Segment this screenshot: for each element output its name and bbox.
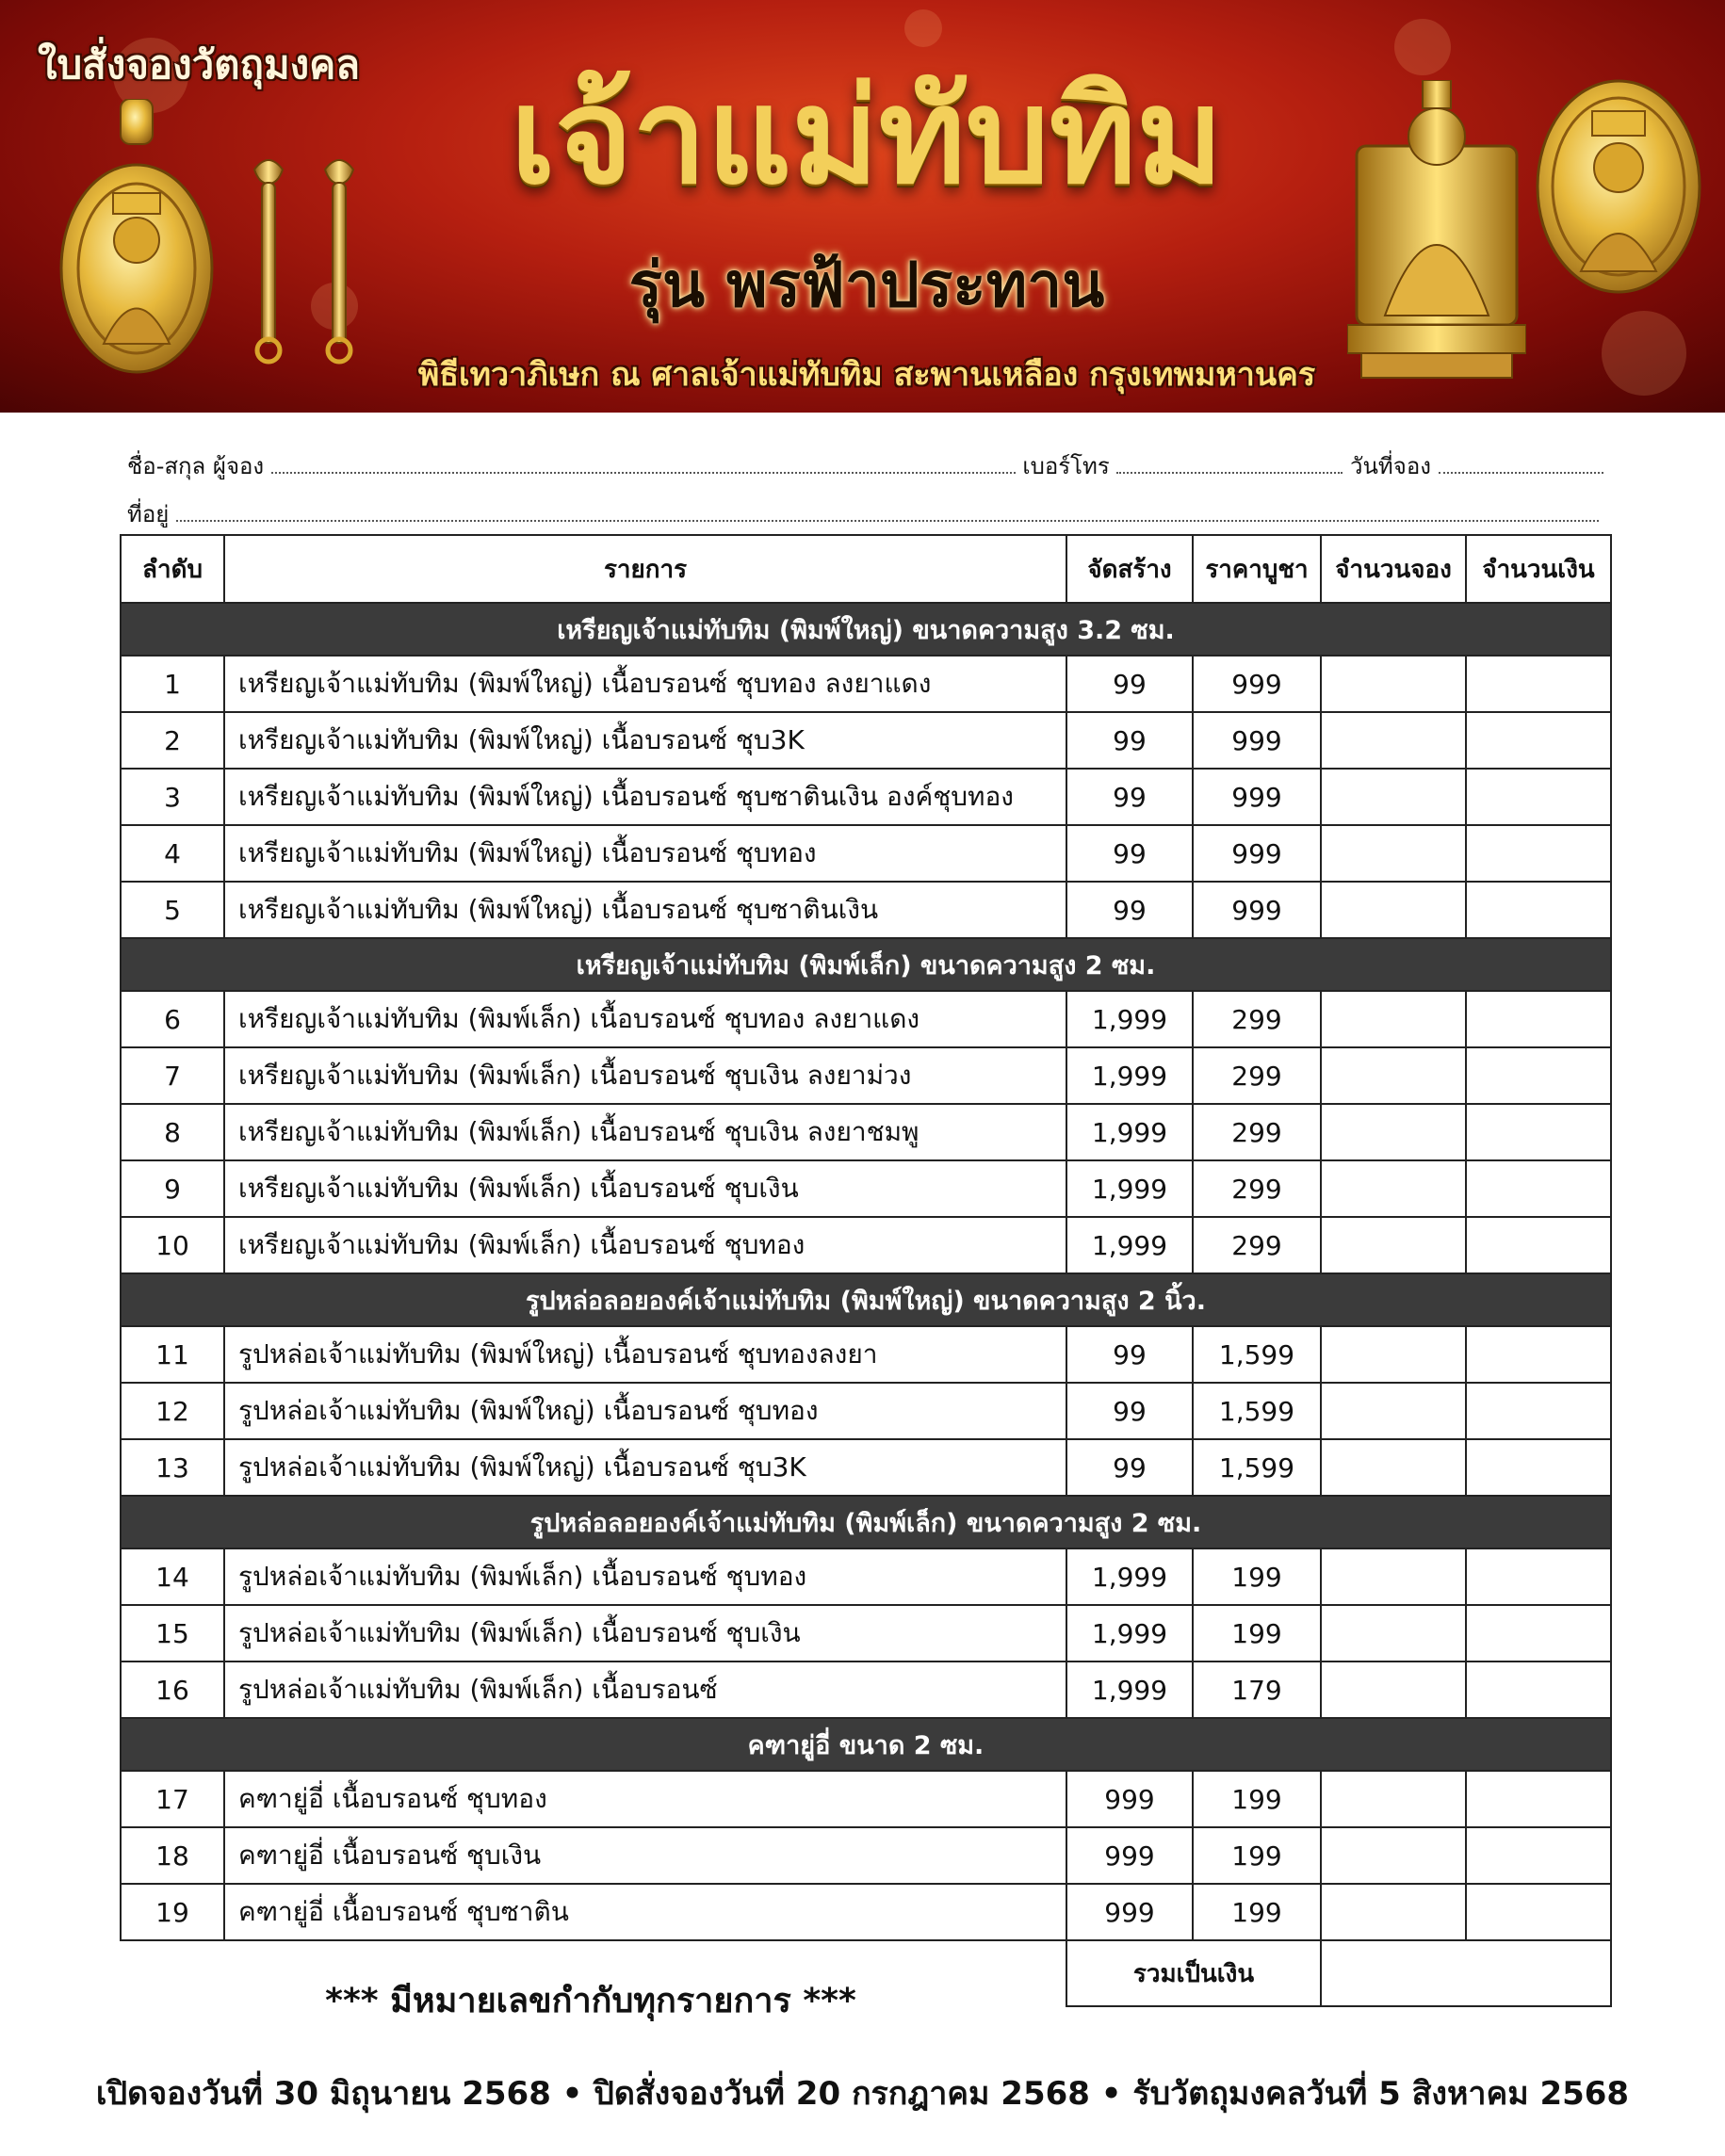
- total-label: รวมเป็นเงิน: [1066, 1940, 1321, 2006]
- item-made: 99: [1066, 1326, 1193, 1383]
- amount-cell[interactable]: [1466, 1771, 1611, 1827]
- table-row: [121, 991, 1611, 1047]
- item-made: 99: [1066, 1439, 1193, 1496]
- order-table: [120, 534, 1612, 2007]
- qty-cell[interactable]: [1321, 1439, 1466, 1496]
- qty-cell[interactable]: [1321, 1827, 1466, 1884]
- qty-cell[interactable]: [1321, 991, 1466, 1047]
- item-no: 6: [121, 991, 224, 1047]
- item-no: 17: [121, 1771, 224, 1827]
- item-price: 999: [1193, 825, 1321, 882]
- amount-cell[interactable]: [1466, 769, 1611, 825]
- section-header-row: [121, 1496, 1611, 1548]
- item-no: 14: [121, 1548, 224, 1605]
- amount-cell[interactable]: [1466, 1160, 1611, 1217]
- item-price: 299: [1193, 1104, 1321, 1160]
- section-header-row: [121, 603, 1611, 656]
- amount-cell[interactable]: [1466, 656, 1611, 712]
- total-amount-cell[interactable]: [1321, 1940, 1611, 2006]
- section-header-row: [121, 1718, 1611, 1771]
- item-made: 1,999: [1066, 1104, 1193, 1160]
- amount-cell[interactable]: [1466, 1605, 1611, 1662]
- item-made: 999: [1066, 1884, 1193, 1940]
- numbering-note: *** มีหมายเลขกำกับทุกรายการ ***: [325, 1982, 856, 2020]
- item-price: 999: [1193, 656, 1321, 712]
- item-name: คฑายู่อี่ เนื้อบรอนซ์ ชุบเงิน: [224, 1827, 1066, 1884]
- order-form-label: ใบสั่งจองวัตถุมงคล: [38, 41, 360, 88]
- item-no: 11: [121, 1326, 224, 1383]
- address-line: [127, 495, 1599, 532]
- item-no: 7: [121, 1047, 224, 1104]
- section-header-row: [121, 1273, 1611, 1326]
- item-made: 1,999: [1066, 1662, 1193, 1718]
- statue-image: [1347, 80, 1526, 381]
- large-medal-image: [57, 99, 217, 381]
- table-row: [121, 1548, 1611, 1605]
- item-made: 99: [1066, 769, 1193, 825]
- ruyi-scepter-image: [236, 151, 377, 367]
- table-row: [121, 1439, 1611, 1496]
- item-no: 5: [121, 882, 224, 938]
- amount-cell[interactable]: [1466, 1047, 1611, 1104]
- item-price: 199: [1193, 1771, 1321, 1827]
- item-price: 999: [1193, 882, 1321, 938]
- round-medal-image: [1534, 73, 1703, 300]
- section-title: เหรียญเจ้าแม่ทับทิม (พิมพ์เล็ก) ขนาดความสูง 2 ซม.: [121, 938, 1611, 991]
- item-price: 299: [1193, 991, 1321, 1047]
- item-name: คฑายู่อี่ เนื้อบรอนซ์ ชุบทอง: [224, 1771, 1066, 1827]
- amount-cell[interactable]: [1466, 1827, 1611, 1884]
- item-made: 99: [1066, 712, 1193, 769]
- qty-cell[interactable]: [1321, 1884, 1466, 1940]
- table-row: [121, 1771, 1611, 1827]
- table-row: [121, 1884, 1611, 1940]
- amount-cell[interactable]: [1466, 1884, 1611, 1940]
- amount-cell[interactable]: [1466, 882, 1611, 938]
- item-name: คฑายู่อี่ เนื้อบรอนซ์ ชุบซาติน: [224, 1884, 1066, 1940]
- item-name: รูปหล่อเจ้าแม่ทับทิม (พิมพ์เล็ก) เนื้อบรอนซ์: [224, 1662, 1066, 1718]
- name-phone-date-line: [127, 447, 1603, 484]
- item-made: 1,999: [1066, 1047, 1193, 1104]
- item-no: 19: [121, 1884, 224, 1940]
- amount-cell[interactable]: [1466, 991, 1611, 1047]
- qty-cell[interactable]: [1321, 1605, 1466, 1662]
- name-label: ชื่อ-สกุล ผู้จอง: [127, 453, 265, 479]
- qty-cell[interactable]: [1321, 1326, 1466, 1383]
- header-qty: จำนวนจอง: [1321, 535, 1466, 603]
- item-name: เหรียญเจ้าแม่ทับทิม (พิมพ์เล็ก) เนื้อบรอนซ์ ชุบทอง: [224, 1217, 1066, 1273]
- item-price: 1,599: [1193, 1383, 1321, 1439]
- item-made: 1,999: [1066, 1217, 1193, 1273]
- item-name: เหรียญเจ้าแม่ทับทิม (พิมพ์เล็ก) เนื้อบรอนซ์ ชุบเงิน: [224, 1160, 1066, 1217]
- qty-cell[interactable]: [1321, 1217, 1466, 1273]
- item-made: 1,999: [1066, 1160, 1193, 1217]
- item-name: เหรียญเจ้าแม่ทับทิม (พิมพ์เล็ก) เนื้อบรอนซ์ ชุบเงิน ลงยาชมพู: [224, 1104, 1066, 1160]
- item-price: 1,599: [1193, 1326, 1321, 1383]
- item-price: 199: [1193, 1884, 1321, 1940]
- item-no: 16: [121, 1662, 224, 1718]
- address-field[interactable]: [176, 503, 1599, 522]
- table-row: [121, 1326, 1611, 1383]
- table-row: [121, 712, 1611, 769]
- amount-cell[interactable]: [1466, 1662, 1611, 1718]
- item-price: 299: [1193, 1217, 1321, 1273]
- item-name: เหรียญเจ้าแม่ทับทิม (พิมพ์ใหญ่) เนื้อบรอนซ์ ชุบทอง: [224, 825, 1066, 882]
- header-banner: [0, 0, 1725, 413]
- qty-cell[interactable]: [1321, 1548, 1466, 1605]
- item-made: 1,999: [1066, 1548, 1193, 1605]
- item-no: 12: [121, 1383, 224, 1439]
- item-name: รูปหล่อเจ้าแม่ทับทิม (พิมพ์ใหญ่) เนื้อบรอนซ์ ชุบทอง: [224, 1383, 1066, 1439]
- item-price: 299: [1193, 1047, 1321, 1104]
- amount-cell[interactable]: [1466, 1104, 1611, 1160]
- qty-cell[interactable]: [1321, 1160, 1466, 1217]
- item-no: 9: [121, 1160, 224, 1217]
- qty-cell[interactable]: [1321, 1104, 1466, 1160]
- table-row: [121, 825, 1611, 882]
- qty-cell[interactable]: [1321, 825, 1466, 882]
- item-price: 199: [1193, 1548, 1321, 1605]
- section-title: รูปหล่อลอยองค์เจ้าแม่ทับทิม (พิมพ์ใหญ่) ขนาดความสูง 2 นิ้ว.: [121, 1273, 1611, 1326]
- amount-cell[interactable]: [1466, 1217, 1611, 1273]
- qty-cell[interactable]: [1321, 1662, 1466, 1718]
- item-name: รูปหล่อเจ้าแม่ทับทิม (พิมพ์เล็ก) เนื้อบรอนซ์ ชุบทอง: [224, 1548, 1066, 1605]
- item-name: เหรียญเจ้าแม่ทับทิม (พิมพ์เล็ก) เนื้อบรอนซ์ ชุบทอง ลงยาแดง: [224, 991, 1066, 1047]
- header-price: ราคาบูชา: [1193, 535, 1321, 603]
- date-field[interactable]: [1439, 455, 1603, 474]
- address-label: ที่อยู่: [127, 501, 170, 527]
- item-name: รูปหล่อเจ้าแม่ทับทิม (พิมพ์ใหญ่) เนื้อบรอนซ์ ชุบ3K: [224, 1439, 1066, 1496]
- amount-cell[interactable]: [1466, 1548, 1611, 1605]
- section-title: รูปหล่อลอยองค์เจ้าแม่ทับทิม (พิมพ์เล็ก) ขนาดความสูง 2 ซม.: [121, 1496, 1611, 1548]
- phone-label: เบอร์โทร: [1022, 453, 1110, 479]
- item-no: 3: [121, 769, 224, 825]
- qty-cell[interactable]: [1321, 1047, 1466, 1104]
- item-price: 999: [1193, 712, 1321, 769]
- item-no: 4: [121, 825, 224, 882]
- header-made: จัดสร้าง: [1066, 535, 1193, 603]
- amount-cell[interactable]: [1466, 825, 1611, 882]
- table-row: [121, 1104, 1611, 1160]
- booking-dates-footer: เปิดจองวันที่ 30 มิถุนายน 2568 • ปิดสั่งจองวันที่ 20 กรกฎาคม 2568 • รับวัตถุมงคลวันที่ 5 สิงหาคม 2568: [95, 2075, 1630, 2113]
- item-made: 999: [1066, 1827, 1193, 1884]
- item-made: 99: [1066, 882, 1193, 938]
- item-price: 179: [1193, 1662, 1321, 1718]
- name-field[interactable]: [271, 455, 1016, 474]
- item-name: รูปหล่อเจ้าแม่ทับทิม (พิมพ์เล็ก) เนื้อบรอนซ์ ชุบเงิน: [224, 1605, 1066, 1662]
- item-made: 1,999: [1066, 1605, 1193, 1662]
- table-row: [121, 1160, 1611, 1217]
- amount-cell[interactable]: [1466, 712, 1611, 769]
- qty-cell[interactable]: [1321, 1771, 1466, 1827]
- edition-subtitle: รุ่น พรฟ้าประทาน: [628, 249, 1105, 321]
- qty-cell[interactable]: [1321, 769, 1466, 825]
- item-price: 199: [1193, 1827, 1321, 1884]
- item-no: 18: [121, 1827, 224, 1884]
- item-no: 10: [121, 1217, 224, 1273]
- item-name: เหรียญเจ้าแม่ทับทิม (พิมพ์ใหญ่) เนื้อบรอนซ์ ชุบซาตินเงิน: [224, 882, 1066, 938]
- qty-cell[interactable]: [1321, 712, 1466, 769]
- item-no: 2: [121, 712, 224, 769]
- item-no: 15: [121, 1605, 224, 1662]
- item-price: 299: [1193, 1160, 1321, 1217]
- item-name: เหรียญเจ้าแม่ทับทิม (พิมพ์เล็ก) เนื้อบรอนซ์ ชุบเงิน ลงยาม่วง: [224, 1047, 1066, 1104]
- item-made: 1,999: [1066, 991, 1193, 1047]
- table-row: [121, 656, 1611, 712]
- item-price: 1,599: [1193, 1439, 1321, 1496]
- item-name: เหรียญเจ้าแม่ทับทิม (พิมพ์ใหญ่) เนื้อบรอนซ์ ชุบ3K: [224, 712, 1066, 769]
- table-row: [121, 882, 1611, 938]
- header-no: ลำดับ: [121, 535, 224, 603]
- table-row: [121, 1047, 1611, 1104]
- date-label: วันที่จอง: [1350, 453, 1431, 479]
- table-row: [121, 1217, 1611, 1273]
- item-name: เหรียญเจ้าแม่ทับทิม (พิมพ์ใหญ่) เนื้อบรอนซ์ ชุบซาตินเงิน องค์ชุบทอง: [224, 769, 1066, 825]
- section-header-row: [121, 938, 1611, 991]
- table-row: [121, 1662, 1611, 1718]
- amount-cell[interactable]: [1466, 1383, 1611, 1439]
- phone-field[interactable]: [1116, 455, 1343, 474]
- qty-cell[interactable]: [1321, 882, 1466, 938]
- amount-cell[interactable]: [1466, 1326, 1611, 1383]
- item-price: 999: [1193, 769, 1321, 825]
- table-header-row: [121, 535, 1611, 603]
- section-title: เหรียญเจ้าแม่ทับทิม (พิมพ์ใหญ่) ขนาดความสูง 3.2 ซม.: [121, 603, 1611, 656]
- table-row: [121, 1605, 1611, 1662]
- header-item: รายการ: [224, 535, 1066, 603]
- item-made: 99: [1066, 825, 1193, 882]
- item-made: 999: [1066, 1771, 1193, 1827]
- item-made: 99: [1066, 1383, 1193, 1439]
- table-row: [121, 1827, 1611, 1884]
- header-amount: จำนวนเงิน: [1466, 535, 1611, 603]
- table-row: [121, 769, 1611, 825]
- section-title: คฑายู่อี่ ขนาด 2 ซม.: [121, 1718, 1611, 1771]
- item-name: รูปหล่อเจ้าแม่ทับทิม (พิมพ์ใหญ่) เนื้อบรอนซ์ ชุบทองลงยา: [224, 1326, 1066, 1383]
- main-title: เจ้าแม่ทับทิม: [510, 59, 1224, 214]
- item-no: 1: [121, 656, 224, 712]
- item-price: 199: [1193, 1605, 1321, 1662]
- item-no: 13: [121, 1439, 224, 1496]
- qty-cell[interactable]: [1321, 1383, 1466, 1439]
- ceremony-text: พิธีเทวาภิเษก ณ ศาลเจ้าแม่ทับทิม สะพานเหลือง กรุงเทพมหานคร: [417, 356, 1316, 394]
- qty-cell[interactable]: [1321, 656, 1466, 712]
- item-made: 99: [1066, 656, 1193, 712]
- item-name: เหรียญเจ้าแม่ทับทิม (พิมพ์ใหญ่) เนื้อบรอนซ์ ชุบทอง ลงยาแดง: [224, 656, 1066, 712]
- table-row: [121, 1383, 1611, 1439]
- amount-cell[interactable]: [1466, 1439, 1611, 1496]
- item-no: 8: [121, 1104, 224, 1160]
